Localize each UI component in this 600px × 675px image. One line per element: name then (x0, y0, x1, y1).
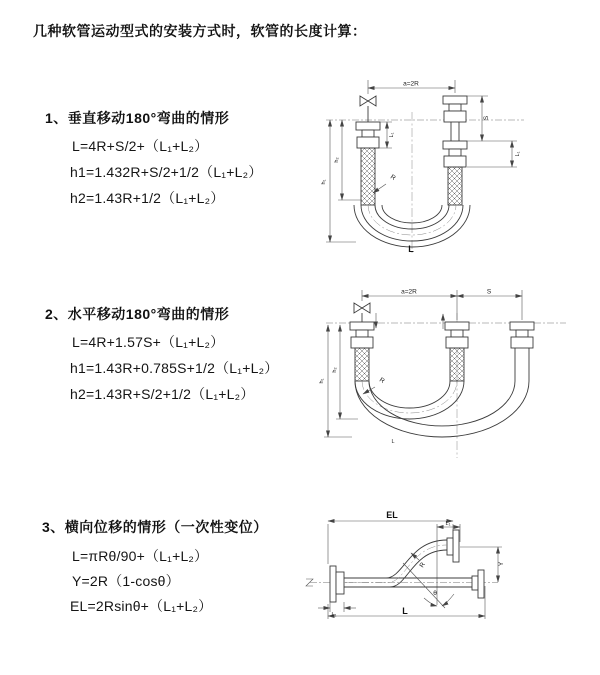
page-title: 几种软管运动型式的安装方式时，软管的长度计算： (33, 23, 367, 39)
valve-icon (354, 303, 370, 322)
dim-label-a2r: a=2R (403, 80, 419, 88)
theta-label: θ (433, 590, 437, 597)
ghost-pipe (344, 570, 484, 598)
radius-leader (373, 174, 397, 193)
upper-flange (447, 530, 459, 562)
section-3-heading: 3、横向位移的情形（一次性变位） (42, 519, 268, 535)
formula-2-l: L=4R+1.57S+（L₁+L₂） (72, 334, 225, 350)
dim-label-l1-right: L₁ (515, 151, 521, 157)
formula-2-h2: h2=1.43R+S/2+1/2（L₁+L₂） (70, 386, 255, 402)
length-label: L (408, 244, 414, 254)
right-pipe-displaced (510, 322, 534, 381)
dim-label-s: S (486, 288, 492, 296)
dim-label-l1-left: L₁ (389, 132, 395, 138)
dim-l1-right (512, 141, 521, 167)
dim-label-h2: h₂ (332, 367, 338, 373)
diagram-lateral-displacement (300, 502, 600, 642)
flange (356, 122, 380, 130)
section-1-heading: 1、垂直移动180°弯曲的情形 (45, 110, 230, 126)
braided-hose (448, 167, 462, 205)
dim-label-el: EL (386, 510, 398, 520)
formula-3-el: EL=2Rsinθ+（L₁+L₂） (70, 598, 213, 614)
formula-3-y: Y=2R（1-cosθ） (72, 573, 180, 589)
flange-upper (443, 96, 467, 104)
dim-label-l1-bottom: L₁ (331, 612, 337, 618)
dim-label-l: L (402, 606, 408, 616)
dim-el (328, 510, 453, 564)
formula-1-h2: h2=1.43R+1/2（L₁+L₂） (70, 190, 225, 206)
dim-a2r (368, 80, 455, 94)
braided-hose (361, 148, 375, 205)
dim-label-y: Y (498, 561, 505, 567)
diagram-horizontal-180-bend (312, 286, 592, 466)
formula-1-l: L=4R+S/2+（L₁+L₂） (72, 138, 209, 154)
dim-l (328, 586, 485, 619)
movement-arrows (376, 313, 443, 329)
dim-label-s: S (483, 115, 490, 121)
left-pipe (350, 322, 374, 381)
braided-hose (355, 348, 369, 381)
length-label: L (391, 439, 395, 445)
dim-label-h1: h₁ (321, 179, 327, 185)
diagram-vertical-180-bend (312, 76, 592, 256)
dim-h (321, 120, 362, 242)
centerlines (326, 112, 524, 253)
dim-label-h2: h₂ (334, 157, 340, 163)
dim-top (362, 289, 522, 321)
dim-label-l1-top: L₁ (445, 521, 451, 527)
dim-label-h1: h₁ (319, 378, 325, 384)
section-2-heading: 2、水平移动180°弯曲的情形 (45, 306, 230, 322)
left-flange (330, 566, 344, 602)
radius-label: R (377, 376, 386, 385)
valve-icon (360, 96, 376, 122)
right-pipe (443, 96, 467, 205)
flange-lower (443, 141, 467, 149)
dim-l1-left (379, 122, 395, 148)
radius-label: R (388, 173, 397, 182)
braided-hose (450, 348, 464, 381)
formula-1-h1: h1=1.432R+S/2+1/2（L₁+L₂） (70, 164, 263, 180)
hose-arcs (355, 381, 529, 437)
formula-3-l: L=πRθ/90+（L₁+L₂） (72, 548, 209, 564)
dim-label-a2r: a=2R (401, 288, 417, 296)
dim-s (467, 96, 517, 167)
middle-pipe (445, 322, 469, 381)
formula-2-h1: h1=1.43R+0.785S+1/2（L₁+L₂） (70, 360, 279, 376)
dim-l1-bottom (318, 602, 356, 618)
radius-label: R (418, 561, 427, 570)
left-pipe (356, 122, 380, 205)
hose-s-curve (344, 540, 447, 587)
